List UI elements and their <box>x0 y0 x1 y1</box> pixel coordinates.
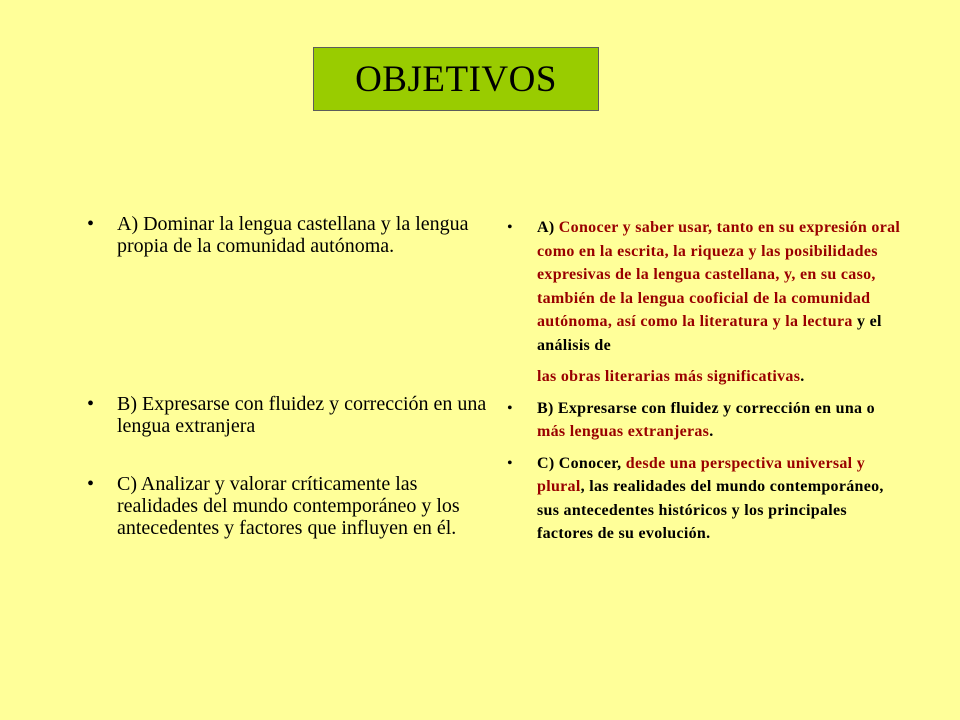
title-box <box>313 47 599 111</box>
left-objectives-list <box>87 213 487 539</box>
left-objective-c-text: C) Analizar y valorar críticamente las realidades del mundo contemporáneo y los antecedentes y factores que influyen en él. <box>117 473 460 539</box>
right-objective-b-end: . <box>709 423 714 440</box>
right-objective-c-start: C) Conocer, <box>537 454 626 472</box>
bullet-icon: • <box>87 393 95 415</box>
bullet-icon: • <box>507 399 513 417</box>
page-title: OBJETIVOS <box>355 58 557 100</box>
right-objective-c-highlight: desde una perspectiva universal y plural <box>537 454 866 495</box>
left-objective-b <box>87 393 487 437</box>
right-objective-c-end: , las realidades del mundo contemporáneo, sus antecedentes históricos y los principales factores de su evolución. <box>537 478 884 542</box>
right-objective-c <box>507 452 907 546</box>
right-objective-b-highlight: más lenguas extranjeras <box>537 423 710 440</box>
left-objective-c <box>87 473 487 539</box>
right-objective-a <box>507 216 907 389</box>
left-objective-a-text: A) Dominar la lengua castellana y la lengua propia de la comunidad autónoma. <box>117 213 469 257</box>
right-objective-a-prefix: A) <box>537 219 559 236</box>
bullet-icon: • <box>507 219 513 236</box>
bullet-icon: • <box>87 473 95 495</box>
right-objectives-list <box>507 216 907 546</box>
left-objective-b-text: B) Expresarse con fluidez y corrección en una lengua extranjera <box>117 393 487 437</box>
right-objective-b <box>507 397 907 444</box>
left-objective-a <box>87 213 487 257</box>
right-objective-a-end: . <box>800 368 805 385</box>
bullet-icon: • <box>87 213 95 235</box>
right-objective-a-highlight: Conocer y saber usar, tanto en su expresión oral como en la escrita, la riqueza y las posibilidades expresivas de la lengua castellana, y, en su caso, también de la lengua cooficial de la comunidad autónoma, así como la literatura y la lectura <box>537 219 901 330</box>
right-objective-a-middle: y el análisis de <box>537 313 882 354</box>
bullet-icon: • <box>507 454 513 472</box>
right-objective-b-start: B) Expresarse con fluidez y corrección en una o <box>537 399 875 417</box>
right-objective-a-last-line: las obras literarias más significativas <box>537 368 801 385</box>
